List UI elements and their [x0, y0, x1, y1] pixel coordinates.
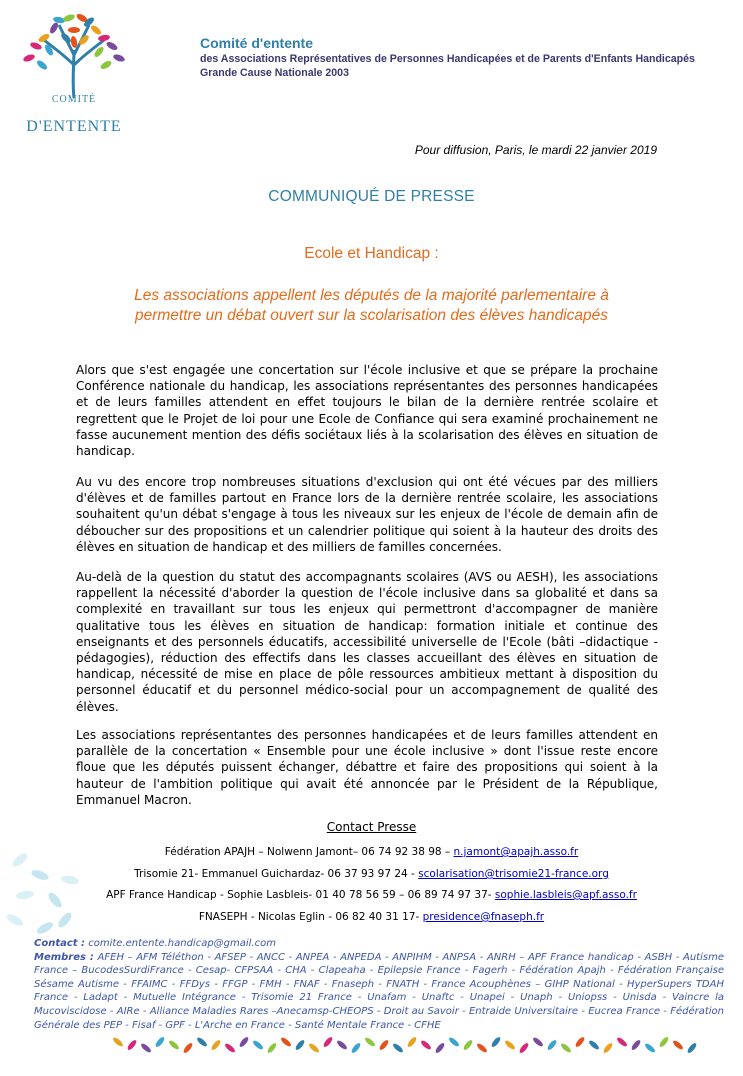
- leaf-shape: [11, 851, 30, 869]
- leaf-shape: [252, 1039, 264, 1051]
- leaf-shape: [112, 53, 125, 63]
- contact-text: Fédération APAJH – Nolwenn Jamont– 06 74 92 38 98 –: [164, 846, 454, 858]
- contact-text: APF France Handicap - Sophie Lasbleis- 01 40 78 56 59 – 06 89 74 97 37-: [106, 889, 495, 901]
- leaf-shape: [588, 1039, 600, 1051]
- subtitle-line2: permettre un débat ouvert sur la scolarisation des élèves handicapés: [134, 307, 609, 324]
- leaf-shape: [168, 1039, 180, 1051]
- footer-contact-label: Contact :: [34, 938, 86, 949]
- leaf-shape: [336, 1039, 348, 1051]
- contact-text: FNASEPH - Nicolas Eglin - 06 82 40 31 17-: [198, 911, 423, 923]
- leaf-shape: [35, 59, 48, 71]
- leaf-shape: [280, 1036, 292, 1048]
- leaf-shape: [196, 1036, 208, 1048]
- doc-type-heading: COMMUNIQUÉ DE PRESSE: [268, 188, 475, 205]
- body-paragraph: Les associations représentantes des personnes handicapées et de leurs familles attendent en parallèle de la concertation « Ensemble pour une école inclusive » dont l'issue reste encore floue que les députés puissent échanger, débattre et faire des propositions qui soient à la hauteur de l'ambition politique qui avait été annoncée par le Président de la République, Emmanuel Macron.: [76, 728, 658, 807]
- leaf-shape: [504, 1039, 516, 1051]
- leaf-shape: [22, 53, 35, 63]
- leaf-shape: [350, 1042, 362, 1054]
- leaf-shape: [140, 1042, 152, 1054]
- contact-email-link[interactable]: presidence@fnaseph.fr: [422, 911, 545, 923]
- org-full-name: des Associations Représentatives de Personnes Handicapées et de Parents d'Enfants Handicapés: [200, 53, 695, 65]
- tree-trunk: [44, 25, 104, 98]
- leaf-shape: [434, 1042, 446, 1054]
- leaf-shape: [30, 868, 50, 882]
- leaf-shape: [112, 1036, 124, 1048]
- leaf-shape: [98, 34, 111, 42]
- subtitle-line1: Les associations appellent les députés de la majorité parlementaire à: [134, 287, 609, 304]
- contact-row: [0, 911, 743, 923]
- leaf-shape: [60, 874, 79, 885]
- leaf-shape: [406, 1036, 418, 1048]
- body-paragraph: Au-delà de la question du statut des accompagnants scolaires (AVS ou AESH), les associations rappellent la nécessité d'aborder la question de l'école inclusive dans sa globalité et dans sa complexité en travaillant sur tous les enjeux qui permettront d'accompagner de manière qualitative tous les élèves en situation de handicap: formation initiale et continue des enseignants et des personnels éducatifs, accessibilité universelle de l'Ecole (bâti –didactique - pédagogies), réduction des effectifs dans les classes accueillant des élèves en situation de handicap, nécessité de mise en place de pôle ressources ambitieux mettant à disposition du personnel éducatif et du personnel médico-social pour un accompagnement de qualité des élèves.: [76, 570, 658, 714]
- leaf-shape: [630, 1039, 642, 1051]
- contact-email-link[interactable]: n.jamont@apajh.asso.fr: [453, 846, 579, 858]
- logo-line1: COMITÉ: [51, 94, 97, 105]
- diffusion-date: Pour diffusion, Paris, le mardi 22 janvier 2019: [414, 143, 657, 157]
- body-paragraph: Alors que s'est engagée une concertation sur l'école inclusive et que se prépare la prochaine Conférence nationale du handicap, les associations représentantes des personnes handicapées et de leurs familles attendent en effet toujours le bilan de la dernière rentrée scolaire et regrettent que le Projet de loi pour une Ecole de Confiance qui sera examiné prochainement ne fasse aucunement mention des défis sociétaux liés à la scolarisation des élèves en situation de handicap.: [76, 363, 658, 459]
- leaf-shape: [532, 1036, 544, 1048]
- leaf-shape: [224, 1042, 236, 1054]
- leaf-shape: [48, 21, 59, 34]
- leaf-shape: [60, 32, 73, 45]
- leaf-shape: [210, 1039, 222, 1051]
- leaf-shape: [574, 1036, 586, 1048]
- leaf-shape: [602, 1042, 614, 1054]
- topic-heading: Ecole et Handicap :: [304, 245, 439, 262]
- leaf-shape: [448, 1036, 460, 1048]
- leaf-shape: [560, 1042, 572, 1054]
- leaf-shape: [15, 889, 34, 900]
- contact-email-link[interactable]: scolarisation@trisomie21-france.org: [418, 868, 609, 880]
- contact-title: Contact Presse: [326, 820, 417, 834]
- leaf-shape: [392, 1042, 404, 1054]
- leaf-shape: [29, 41, 42, 51]
- leaf-shape: [126, 1039, 138, 1051]
- leaf-shape: [420, 1039, 432, 1051]
- leaf-shape: [490, 1036, 502, 1048]
- leaf-shape: [364, 1036, 376, 1048]
- leaf-shape: [35, 920, 55, 936]
- logo: [14, 10, 144, 140]
- contact-row: [0, 889, 743, 901]
- leaf-shape: [5, 912, 25, 928]
- body-paragraph: Au vu des encore trop nombreuses situations d'exclusion qui ont été vécues par des milliers d'élèves et de familles partout en France lors de la dernière rentrée scolaire, les associations souhaitent qu'un débat s'engage à tous les niveaux sur les enjeux de l'école de demain afin de déboucher sur des propositions et un calendrier politique qui soient à la hauteur des droits des élèves en situation de handicap et des milliers de familles concernées.: [76, 475, 658, 554]
- footer-contact-email[interactable]: comite.entente.handicap@gmail.com: [88, 938, 276, 949]
- leaf-shape: [99, 59, 112, 70]
- leaf-shape: [322, 1036, 334, 1048]
- leaf-shape: [644, 1042, 656, 1054]
- footer: [34, 937, 724, 1032]
- letterhead: [200, 35, 740, 80]
- footer-members-label: Membres :: [34, 951, 94, 963]
- footer-leaves-icon: [110, 1030, 710, 1060]
- leaf-shape: [89, 24, 102, 36]
- contact-row: [0, 868, 743, 880]
- contact-email-link[interactable]: sophie.lasbleis@apf.asso.fr: [494, 889, 637, 901]
- contact-text: Trisomie 21- Emmanuel Guichardaz- 06 37 93 97 24 -: [134, 868, 419, 880]
- contact-row: [0, 846, 743, 858]
- decorative-leaves-icon: [0, 840, 90, 950]
- leaf-shape: [182, 1042, 194, 1054]
- leaf-shape: [616, 1036, 628, 1048]
- leaf-shape: [462, 1039, 474, 1051]
- leaf-shape: [46, 891, 64, 910]
- leaf-shape: [105, 40, 118, 51]
- leaf-shape: [308, 1042, 320, 1054]
- cause-label: Grande Cause Nationale 2003: [200, 67, 349, 79]
- leaf-shape: [68, 27, 80, 33]
- logo-line2: D'ENTENTE: [26, 118, 122, 135]
- leaf-shape: [378, 1039, 390, 1051]
- tree-logo-icon: [14, 10, 134, 100]
- leaf-shape: [686, 1042, 698, 1054]
- leaf-shape: [154, 1036, 166, 1048]
- footer-members-list: AFEH – AFM Téléthon - AFSEP - ANCC - ANPEA - ANPEDA - ANPIHM - ANPSA - ANRH – APF France handicap - ASBH - Autisme France – BucodesSurdiFrance - Cesap- CFPSAA - CHA - Clapeaha - Epilepsie France - Fagerh - Fédération Apajh - Fédération Française Sésame Autisme - FFAIMC - FFDys - FFGP - FMH - FNAF - Fnaseph - FNATH - France Acouphènes – GIHP National - HyperSupers TDAH France - Ladapt - Mutuelle Intégrance - Trisomie 21 France - Unafam - Unaftc - Unapei - Unaph - Uniopss - Unisda - Vaincre la Mucoviscidose - AIRe - Alliance Maladies Rares –Anecamsp-CHEOPS - Droit au Savoir - Entraide Universitaire - Eucrea France - Fédération Générale des PEP - Fisaf - GPF - L'Arche en France - Santé Mentale France - CFHE: [34, 951, 724, 1031]
- leaf-shape: [56, 911, 74, 930]
- leaf-shape: [546, 1039, 558, 1051]
- leaf-shape: [238, 1036, 250, 1048]
- leaf-shape: [294, 1039, 306, 1051]
- leaf-shape: [518, 1042, 530, 1054]
- subtitle: [0, 286, 743, 326]
- org-name: Comité d'entente: [200, 35, 314, 51]
- leaf-shape: [476, 1042, 488, 1054]
- leaf-shape: [266, 1042, 278, 1054]
- leaf-shape: [672, 1039, 684, 1051]
- leaf-shape: [658, 1036, 670, 1048]
